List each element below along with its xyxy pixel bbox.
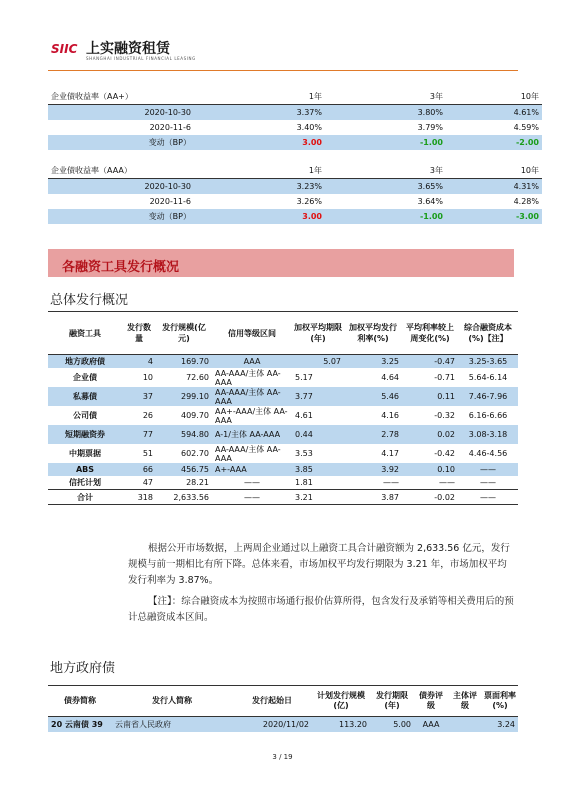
issue-volume: 456.75 xyxy=(156,463,212,476)
financing-cost: 5.64-6.14 xyxy=(468,373,508,382)
coupon-rate: 3.24 xyxy=(482,717,518,733)
yield-change-value: -1.00 xyxy=(325,135,446,150)
credit-rating-range: AA+-AAA/主体 AA-AAA xyxy=(215,406,288,425)
total-rate-change: -0.02 xyxy=(402,490,458,505)
table-row xyxy=(48,463,518,476)
weighted-rate: 4.16 xyxy=(381,411,399,420)
total-label: 合计 xyxy=(48,490,122,505)
tenor-header: 10年 xyxy=(446,163,542,179)
weighted-term: 0.44 xyxy=(292,425,344,444)
yield-value: 3.79% xyxy=(325,120,446,135)
rate-change: -0.71 xyxy=(434,373,455,382)
tenor-header: 3年 xyxy=(325,163,446,179)
issue-volume: 299.10 xyxy=(156,387,212,406)
brand-english-name: SHANGHAI INDUSTRIAL FINANCIAL LEASING xyxy=(86,56,196,61)
credit-rating-range: AA-AAA/主体 AA-AAA xyxy=(215,444,281,463)
issue-count: 77 xyxy=(122,425,156,444)
yield-change-value: 3.00 xyxy=(194,135,325,150)
credit-rating-range: AAA xyxy=(212,355,292,369)
total-count: 318 xyxy=(122,490,156,505)
instrument-name: 公司债 xyxy=(73,411,97,420)
table-total-row xyxy=(48,490,518,505)
credit-rating-range: AA-AAA/主体 AA-AAA xyxy=(212,387,292,406)
rate-change: -0.42 xyxy=(434,449,455,458)
yield-value: 3.40% xyxy=(194,120,325,135)
instrument-name: 信托计划 xyxy=(69,478,101,487)
brand-name: 上实融资租赁 xyxy=(86,41,170,57)
weighted-rate: 4.64 xyxy=(381,373,399,382)
weighted-rate: 3.92 xyxy=(344,463,402,476)
issue-count: 26 xyxy=(142,411,153,420)
column-header: 发行数量 xyxy=(122,312,156,355)
tenor-header: 1年 xyxy=(194,163,325,179)
table-row xyxy=(48,355,518,369)
total-volume: 2,633.56 xyxy=(156,490,212,505)
rate-change: -0.32 xyxy=(434,411,455,420)
table-row xyxy=(48,368,518,387)
column-header: 信用等级区间 xyxy=(212,312,292,355)
bond-rating: AAA xyxy=(414,717,448,733)
issue-count: 47 xyxy=(142,478,153,487)
issue-volume: 28.21 xyxy=(186,478,209,487)
rate-change: 0.10 xyxy=(402,463,458,476)
weighted-term: 4.61 xyxy=(295,411,313,420)
credit-rating-range: A+-AAA xyxy=(212,463,292,476)
weighted-rate: —— xyxy=(383,478,399,487)
column-header: 发行期限(年) xyxy=(370,686,414,717)
financing-cost: 7.46-7.96 xyxy=(458,387,518,406)
instrument-name: 短期融资券 xyxy=(48,425,122,444)
yield-date: 2020-11-6 xyxy=(48,194,194,209)
local-gov-bond-heading: 地方政府债 xyxy=(50,661,116,676)
overview-heading: 总体发行概况 xyxy=(50,293,129,308)
yield-value: 3.37% xyxy=(194,105,325,121)
credit-rating-range: —— xyxy=(244,478,260,487)
issue-volume: 594.80 xyxy=(156,425,212,444)
section-title: 各融资工具发行概况 xyxy=(62,260,180,275)
column-header: 平均利率较上周变化(%) xyxy=(402,312,458,355)
page-number: 3 / 19 xyxy=(272,753,293,761)
column-header: 发行人简称 xyxy=(112,686,232,717)
tenor-header: 10年 xyxy=(446,89,542,105)
credit-rating-range: A-1/主体 AA-AAA xyxy=(212,425,292,444)
weighted-rate: 3.25 xyxy=(344,355,402,369)
rate-change: 0.02 xyxy=(402,425,458,444)
issue-start-date: 2020/11/02 xyxy=(232,717,312,733)
issue-volume: 72.60 xyxy=(186,373,209,382)
issue-volume: 602.70 xyxy=(181,449,209,458)
yield-change-value: -2.00 xyxy=(446,135,542,150)
rate-change: -0.47 xyxy=(402,355,458,369)
financing-cost: 3.08-3.18 xyxy=(458,425,518,444)
instrument-name: 中期票据 xyxy=(69,449,101,458)
total-term: 3.21 xyxy=(292,490,344,505)
summary-paragraph: 根据公开市场数据，上两周企业通过以上融资工具合计融资额为 2,633.56 亿元，发行规模与前一期相比有所下降。总体来看，市场加权平均发行期限为 3.21 年，市场加权平均发行利率为 3.87%。 xyxy=(128,543,510,586)
instrument-name: 企业债 xyxy=(73,373,97,382)
weighted-rate: 4.17 xyxy=(381,449,399,458)
weighted-term: 3.85 xyxy=(292,463,344,476)
column-header: 加权平均期限(年) xyxy=(292,312,344,355)
instrument-name: 私募债 xyxy=(48,387,122,406)
total-rating: —— xyxy=(212,490,292,505)
issuer-rating xyxy=(448,717,482,733)
bond-short-name: 20 云南债 39 xyxy=(48,717,112,733)
header-divider xyxy=(48,70,518,71)
yield-date: 2020-10-30 xyxy=(48,105,194,121)
yield-value: 4.61% xyxy=(446,105,542,121)
weighted-term: 1.81 xyxy=(295,478,313,487)
yield-table-title: 企业债收益率（AAA） xyxy=(48,163,194,179)
yield-value: 3.64% xyxy=(325,194,446,209)
column-header: 计划发行规模(亿) xyxy=(312,686,370,717)
issuance-overview-table xyxy=(48,311,518,505)
issue-volume: 409.70 xyxy=(181,411,209,420)
table-row xyxy=(48,387,518,406)
weighted-term: 5.17 xyxy=(295,373,313,382)
weighted-term: 3.53 xyxy=(295,449,313,458)
planned-size: 113.20 xyxy=(312,717,370,733)
table-row xyxy=(48,476,518,490)
issue-count: 10 xyxy=(142,373,153,382)
yield-value: 4.59% xyxy=(446,120,542,135)
table-row xyxy=(48,444,518,463)
issue-count: 66 xyxy=(122,463,156,476)
total-rate: 3.87 xyxy=(344,490,402,505)
column-header: 主体评级 xyxy=(448,686,482,717)
issue-term: 5.00 xyxy=(370,717,414,733)
column-header: 债券评级 xyxy=(414,686,448,717)
financing-cost: 4.46-4.56 xyxy=(468,449,508,458)
weighted-term: 5.07 xyxy=(292,355,344,369)
yield-value: 3.23% xyxy=(194,179,325,195)
logo-text: SIIC xyxy=(51,42,78,56)
issue-count: 37 xyxy=(122,387,156,406)
yield-change-label: 变动（BP） xyxy=(48,135,194,150)
rate-change: 0.11 xyxy=(402,387,458,406)
yield-value: 3.26% xyxy=(194,194,325,209)
column-header: 加权平均发行利率(%) xyxy=(344,312,402,355)
column-header: 融资工具 xyxy=(48,312,122,355)
financing-cost: —— xyxy=(480,478,496,487)
issue-count: 4 xyxy=(122,355,156,369)
yield-table-title: 企业债收益率（AA+） xyxy=(48,89,194,105)
yield-change-value: 3.00 xyxy=(194,209,325,224)
yield-value: 4.28% xyxy=(446,194,542,209)
local-gov-bond-table xyxy=(48,685,518,732)
instrument-name: 地方政府债 xyxy=(48,355,122,369)
table-row xyxy=(48,717,518,733)
financing-cost: 6.16-6.66 xyxy=(468,411,508,420)
yield-change-value: -3.00 xyxy=(446,209,542,224)
yield-value: 4.31% xyxy=(446,179,542,195)
yield-table-aaa xyxy=(48,163,542,224)
financing-cost: 3.25-3.65 xyxy=(458,355,518,369)
column-header: 票面利率(%) xyxy=(482,686,518,717)
column-header: 债券简称 xyxy=(48,686,112,717)
table-row xyxy=(48,406,518,425)
yield-date: 2020-10-30 xyxy=(48,179,194,195)
column-header: 发行规模(亿元) xyxy=(156,312,212,355)
siic-logo xyxy=(50,37,80,59)
instrument-name: ABS xyxy=(48,463,122,476)
note-paragraph: 【注】：综合融资成本为按照市场通行报价估算所得，包含发行及承销等相关费用后的预计总融资成本区间。 xyxy=(128,596,514,623)
weighted-rate: 2.78 xyxy=(344,425,402,444)
rate-change: —— xyxy=(439,478,455,487)
yield-date: 2020-11-6 xyxy=(48,120,194,135)
table-row xyxy=(48,425,518,444)
issue-count: 51 xyxy=(142,449,153,458)
issuer-name: 云南省人民政府 xyxy=(112,717,232,733)
weighted-term: 3.77 xyxy=(292,387,344,406)
yield-table-aa-plus xyxy=(48,89,542,150)
column-header: 发行起始日 xyxy=(232,686,312,717)
weighted-rate: 5.46 xyxy=(344,387,402,406)
financing-cost: —— xyxy=(458,463,518,476)
credit-rating-range: AA-AAA/主体 AA-AAA xyxy=(215,368,281,387)
tenor-header: 1年 xyxy=(194,89,325,105)
tenor-header: 3年 xyxy=(325,89,446,105)
yield-value: 3.65% xyxy=(325,179,446,195)
yield-value: 3.80% xyxy=(325,105,446,121)
yield-change-label: 变动（BP） xyxy=(48,209,194,224)
issue-volume: 169.70 xyxy=(156,355,212,369)
yield-change-value: -1.00 xyxy=(325,209,446,224)
column-header: 综合融资成本(%)【注】 xyxy=(458,312,518,355)
total-cost: —— xyxy=(458,490,518,505)
